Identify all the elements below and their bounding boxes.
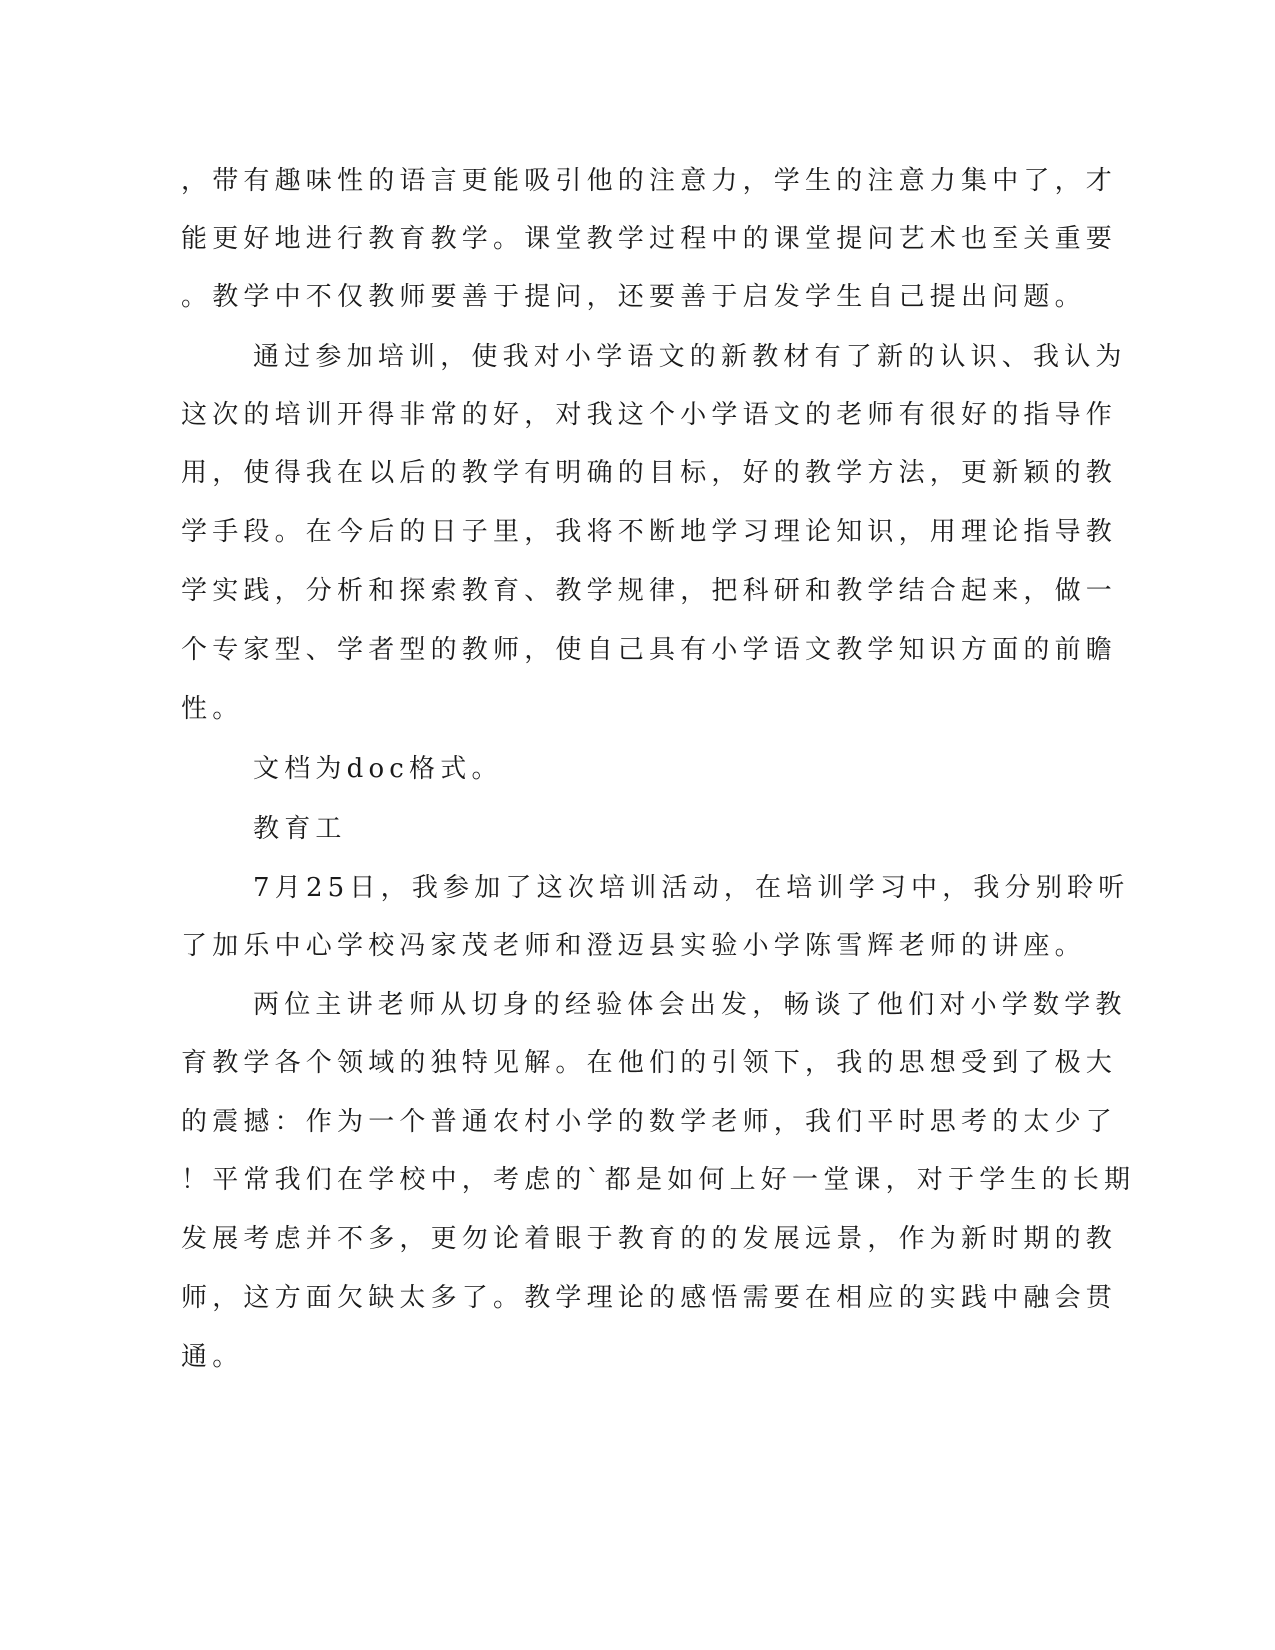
text-line: 能更好地进行教育教学。课堂教学过程中的课堂提问艺术也至关重要 <box>181 224 1118 254</box>
text-line: 个专家型、学者型的教师，使自己具有小学语文教学知识方面的前瞻 <box>181 635 1118 665</box>
paragraph-first-line: 通过参加培训，使我对小学语文的新教材有了新的认识、我认为 <box>253 342 1127 372</box>
text-line: 的震撼：作为一个普通农村小学的数学老师，我们平时思考的太少了 <box>181 1107 1118 1137</box>
text-line: 。教学中不仅教师要善于提问，还要善于启发学生自己提出问题。 <box>181 282 1086 312</box>
paragraph-first-line: 两位主讲老师从切身的经验体会出发，畅谈了他们对小学数学教 <box>253 990 1127 1020</box>
section-heading: 教育工 <box>253 814 347 844</box>
text-line: 发展考虑并不多，更勿论着眼于教育的的发展远景，作为新时期的教 <box>181 1224 1118 1254</box>
text-line: ，带有趣味性的语言更能吸引他的注意力，学生的注意力集中了，才 <box>181 166 1118 196</box>
text-line: 用，使得我在以后的教学有明确的目标，好的教学方法，更新颖的教 <box>181 458 1118 488</box>
text-line: 育教学各个领域的独特见解。在他们的引领下，我的思想受到了极大 <box>181 1048 1118 1078</box>
text-line: 性。 <box>181 694 244 724</box>
text-line: 师，这方面欠缺太多了。教学理论的感悟需要在相应的实践中融会贯 <box>181 1283 1118 1313</box>
text-line: 这次的培训开得非常的好，对我这个小学语文的老师有很好的指导作 <box>181 400 1118 430</box>
text-line: 学手段。在今后的日子里，我将不断地学习理论知识，用理论指导教 <box>181 517 1118 547</box>
text-line: 通。 <box>181 1342 244 1372</box>
text-line: 学实践，分析和探索教育、教学规律，把科研和教学结合起来，做一 <box>181 576 1118 606</box>
text-line: ！平常我们在学校中，考虑的`都是如何上好一堂课，对于学生的长期 <box>181 1165 1136 1195</box>
text-line: 了加乐中心学校冯家茂老师和澄迈县实验小学陈雪辉老师的讲座。 <box>181 931 1086 961</box>
paragraph-first-line: 文档为doc格式。 <box>253 754 503 784</box>
paragraph-first-line: 7月25日，我参加了这次培训活动，在培训学习中，我分别聆听 <box>253 873 1130 903</box>
